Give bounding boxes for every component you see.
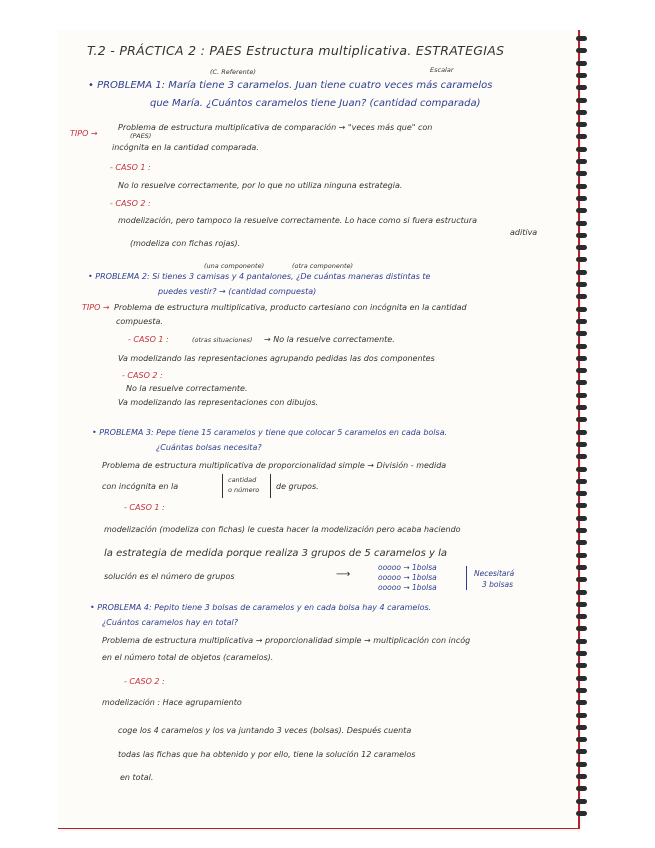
spiral-ring bbox=[576, 405, 587, 410]
spiral-ring bbox=[576, 590, 587, 595]
problem-1-caso2-label: - CASO 2 : bbox=[110, 199, 151, 208]
problem-2-caso2-label: - CASO 2 : bbox=[122, 371, 163, 380]
spiral-ring bbox=[576, 811, 587, 816]
spiral-ring bbox=[576, 61, 587, 66]
result-necesitara: Necesitará bbox=[474, 569, 515, 578]
problem-4-statement-line1: • PROBLEMA 4: Pepito tiene 3 bolsas de caramelos y en cada bolsa hay 4 caramelos. bbox=[90, 603, 432, 612]
page-title: T.2 - PRÁCTICA 2 : PAES Estructura multiplicativa. ESTRATEGIAS bbox=[87, 43, 505, 58]
spiral-ring bbox=[576, 368, 587, 373]
problem-3-statement-line1: • PROBLEMA 3: Pepe tiene 15 caramelos y tiene que colocar 5 caramelos en cada bolsa. bbox=[92, 428, 448, 437]
problem-2-statement-line1: • PROBLEMA 2: Si tienes 3 camisas y 4 pantalones, ¿De cuántas maneras distintas te bbox=[88, 272, 431, 281]
spiral-ring bbox=[576, 98, 587, 103]
bracket-right bbox=[270, 474, 271, 498]
spiral-ring bbox=[576, 454, 587, 459]
problem-1-type-line1: Problema de estructura multiplicativa de comparación → "veces más que" con bbox=[118, 123, 433, 132]
spiral-ring bbox=[576, 294, 587, 299]
group-row: ooooo → 1bolsa bbox=[378, 573, 437, 582]
problem-2-caso1-annot: (otras situaciones) bbox=[192, 336, 253, 344]
problem-1-statement-line2: que María. ¿Cuántos caramelos tiene Juan? (cantidad comparada) bbox=[150, 98, 481, 109]
annotation-referente: (C. Referente) bbox=[210, 68, 256, 76]
spiral-ring bbox=[576, 688, 587, 693]
spiral-ring bbox=[576, 663, 587, 668]
groups-table bbox=[378, 564, 538, 598]
spiral-ring bbox=[576, 331, 587, 336]
spiral-ring bbox=[576, 159, 587, 164]
spiral-ring bbox=[576, 110, 587, 115]
annotation-escalar: Escalar bbox=[430, 66, 454, 74]
problem-4-type-line1: Problema de estructura multiplicativa → proporcionalidad simple → multiplicación con incóg bbox=[102, 636, 471, 645]
spiral-ring bbox=[576, 319, 587, 324]
spiral-ring bbox=[576, 528, 587, 533]
group-row: ooooo → 1bolsa bbox=[378, 563, 437, 572]
spiral-ring bbox=[576, 467, 587, 472]
problem-1-type-paes: (PAES) bbox=[130, 132, 152, 140]
spiral-ring bbox=[576, 639, 587, 644]
spiral-ring bbox=[576, 503, 587, 508]
arrow-to-groups: ⟶ bbox=[336, 569, 351, 580]
spiral-ring bbox=[576, 442, 587, 447]
spiral-ring bbox=[576, 73, 587, 78]
spiral-ring bbox=[576, 196, 587, 201]
spiral-ring bbox=[576, 725, 587, 730]
spiral-ring bbox=[576, 540, 587, 545]
problem-2-caso1-label: - CASO 1 : bbox=[128, 335, 169, 344]
problem-2-caso2-text1: No la resuelve correctamente. bbox=[126, 384, 248, 393]
spiral-ring bbox=[576, 245, 587, 250]
spiral-ring bbox=[576, 737, 587, 742]
result-3-bolsas: 3 bolsas bbox=[482, 580, 513, 589]
spiral-ring bbox=[576, 270, 587, 275]
spiral-ring bbox=[576, 577, 587, 582]
problem-3-caso1-label: - CASO 1 : bbox=[124, 503, 165, 512]
spiral-ring bbox=[576, 762, 587, 767]
problem-1-caso2-text1: modelización, pero tampoco la resuelve correctamente. Lo hace como si fuera estructura bbox=[118, 216, 478, 225]
problem-3-type-line2d: de grupos. bbox=[276, 482, 319, 491]
spiral-ring bbox=[576, 602, 587, 607]
spiral-ring bbox=[576, 184, 587, 189]
problem-2-caso2-text2: Va modelizando las representaciones con dibujos. bbox=[118, 398, 319, 407]
tipo-label-1: TIPO → bbox=[70, 129, 98, 138]
spiral-ring bbox=[576, 36, 587, 41]
spiral-ring bbox=[576, 799, 587, 804]
problem-3-type-cantidad: cantidad bbox=[228, 476, 257, 484]
tipo-label-2: TIPO → bbox=[82, 303, 110, 312]
spiral-ring bbox=[576, 122, 587, 127]
spiral-ring bbox=[576, 171, 587, 176]
problem-3-type-numero: o número bbox=[228, 486, 260, 494]
spiral-ring bbox=[576, 48, 587, 53]
spiral-ring bbox=[576, 344, 587, 349]
problem-2-caso1-text1: → No la resuelve correctamente. bbox=[264, 335, 395, 344]
spiral-ring bbox=[576, 147, 587, 152]
problem-4-caso2-label: - CASO 2 : bbox=[124, 677, 165, 686]
problem-3-caso1-text3: solución es el número de grupos bbox=[104, 572, 235, 581]
problem-4-caso2-text3: todas las fichas que ha obtenido y por ello, tiene la solución 12 caramelos bbox=[118, 750, 416, 759]
problem-2-type-line2: compuesta. bbox=[116, 317, 163, 326]
problem-2-caso1-text2: Va modelizando las representaciones agrupando pedidas las dos componentes bbox=[118, 354, 435, 363]
problem-3-type-line2a: con incógnita en la bbox=[102, 482, 179, 491]
group-row: ooooo → 1bolsa bbox=[378, 583, 437, 592]
problem-3-caso1-text2: la estrategia de medida porque realiza 3 grupos de 5 caramelos y la bbox=[104, 548, 448, 559]
problem-3-caso1-text1: modelización (modeliza con fichas) le cuesta hacer la modelización pero acaba haciendo bbox=[104, 525, 461, 534]
spiral-ring bbox=[576, 516, 587, 521]
spiral-ring bbox=[576, 380, 587, 385]
spiral-ring bbox=[576, 749, 587, 754]
problem-4-caso2-text2: coge los 4 caramelos y los va juntando 3 veces (bolsas). Después cuenta bbox=[118, 726, 412, 735]
spiral-ring bbox=[576, 553, 587, 558]
problem-1-caso2-text2: aditiva bbox=[510, 228, 538, 237]
notebook-spiral bbox=[572, 36, 592, 826]
problem-3-type-line1: Problema de estructura multiplicativa de proporcionalidad simple → División - medida bbox=[102, 461, 447, 470]
spiral-ring bbox=[576, 257, 587, 262]
spiral-ring bbox=[576, 221, 587, 226]
spiral-ring bbox=[576, 700, 587, 705]
spiral-ring bbox=[576, 713, 587, 718]
spiral-ring bbox=[576, 491, 587, 496]
spiral-ring bbox=[576, 676, 587, 681]
problem-2-statement-line2: puedes vestir? → (cantidad compuesta) bbox=[158, 287, 317, 296]
spiral-ring bbox=[576, 651, 587, 656]
spiral-ring bbox=[576, 356, 587, 361]
problem-4-caso2-text1: modelización : Hace agrupamiento bbox=[102, 698, 242, 707]
spiral-ring bbox=[576, 208, 587, 213]
problem-1-caso1-text: No lo resuelve correctamente, por lo que no utiliza ninguna estrategia. bbox=[118, 181, 403, 190]
annotation-otra-componente: (otra componente) bbox=[292, 262, 354, 270]
problem-4-statement-line2: ¿Cuántos caramelos hay en total? bbox=[102, 618, 238, 627]
problem-4-type-line2: en el número total de objetos (caramelos). bbox=[102, 653, 274, 662]
spiral-ring bbox=[576, 614, 587, 619]
spiral-ring bbox=[576, 134, 587, 139]
spiral-ring bbox=[576, 786, 587, 791]
problem-3-statement-line2: ¿Cuántas bolsas necesita? bbox=[156, 443, 262, 452]
spiral-ring bbox=[576, 565, 587, 570]
problem-2-type-line1: Problema de estructura multiplicativa, producto cartesiano con incógnita en la cantidad bbox=[114, 303, 467, 312]
spiral-ring bbox=[576, 430, 587, 435]
problem-1-statement-line1: • PROBLEMA 1: María tiene 3 caramelos. Juan tiene cuatro veces más caramelos bbox=[88, 80, 493, 91]
spiral-ring bbox=[576, 774, 587, 779]
spiral-ring bbox=[576, 233, 587, 238]
problem-1-caso2-text3: (modeliza con fichas rojas). bbox=[130, 239, 241, 248]
spiral-ring bbox=[576, 626, 587, 631]
spiral-ring bbox=[576, 307, 587, 312]
problem-4-caso2-text4: en total. bbox=[120, 773, 154, 782]
spiral-ring bbox=[576, 393, 587, 398]
problem-1-type-line2: incógnita en la cantidad comparada. bbox=[112, 143, 259, 152]
spiral-ring bbox=[576, 85, 587, 90]
annotation-una-componente: (una componente) bbox=[204, 262, 265, 270]
groups-brace bbox=[466, 566, 467, 590]
bracket-left bbox=[222, 474, 223, 498]
spiral-ring bbox=[576, 282, 587, 287]
problem-1-caso1-label: - CASO 1 : bbox=[110, 163, 151, 172]
spiral-ring bbox=[576, 417, 587, 422]
spiral-ring bbox=[576, 479, 587, 484]
